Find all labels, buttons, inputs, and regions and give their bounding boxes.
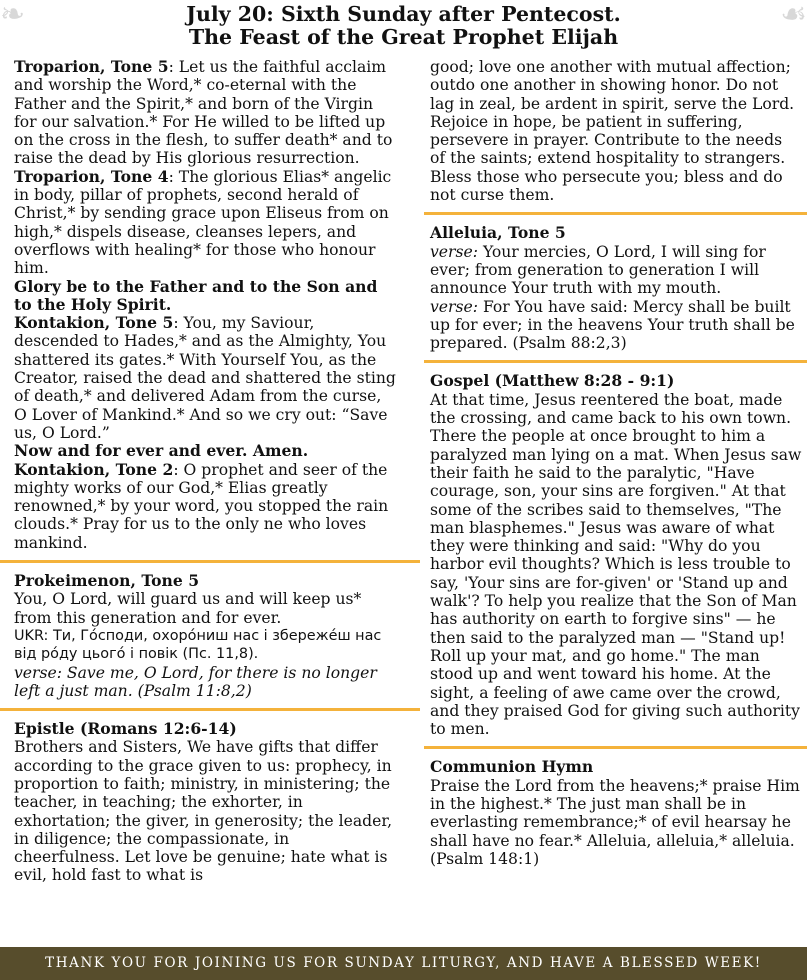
kontakion-2-title: Kontakion, Tone 2 <box>14 459 174 479</box>
corner-ornament-right-icon: ☙ <box>780 0 807 32</box>
section-divider <box>424 360 807 363</box>
title-line-1: July 20: Sixth Sunday after Pentecost. <box>186 2 621 26</box>
epistle-title: Epistle (Romans 12:6-14) <box>14 719 237 739</box>
gospel-title: Gospel (Matthew 8:28 - 9:1) <box>430 371 675 391</box>
section-divider <box>0 708 420 711</box>
glory-doxology: Glory be to the Father and to the Son and to the Holy Spirit. <box>14 276 378 314</box>
prokeimenon-title: Prokeimenon, Tone 5 <box>14 571 200 591</box>
troparion-2-title: Troparion, Tone 4 <box>14 166 169 186</box>
title-line-2: The Feast of the Great Prophet Elijah <box>188 25 619 49</box>
section-divider <box>424 212 807 215</box>
footer-banner: THANK YOU FOR JOINING US FOR SUNDAY LITURGY, AND HAVE A BLESSED WEEK! <box>0 947 807 980</box>
alleluia-verse-1-text: Your mercies, O Lord, I will sing for ever; from generation to generation I will announce Your truth with my mouth. <box>430 242 766 298</box>
troparion-1 <box>14 58 398 168</box>
page-title <box>0 0 807 50</box>
troparion-2-text: : The glorious Elias* angelic in body, pillar of prophets, second herald of Christ,* by sending grace upon Eliseus from on high,* dispels disease, cleanses lepers, and overflows with healing* for those who honour him. <box>14 167 392 278</box>
section-divider <box>0 560 420 563</box>
prokeimenon-verse: verse: Save me, O Lord, for there is no longer left a just man. (Psalm 11:8,2) <box>14 663 377 700</box>
epistle-text: Brothers and Sisters, We have gifts that differ according to the grace given to us: prophecy, in proportion to faith; ministry, in ministering; the teacher, in teaching; the exhorter, in exhortation; the giver, in generosity; the leader, in diligence; the compassionate, in cheerfulness. Let love be genuine; hate what is evil, hold fast to what is <box>14 738 393 885</box>
prokeimenon-ukrainian: UKR: Ти, Го́споди, охоро́ниш нас і збереже́ш нас від ро́ду цього́ і повік (Пс. 11,8). <box>14 627 382 663</box>
communion-text: Praise the Lord from the heavens;* praise Him in the highest.* The just man shall be in everlasting remembrance;* of evil hearsay he shall have no fear.* Alleluia, alleluia,* alleluia. (Psalm 148:1) <box>430 776 800 868</box>
epistle-continued: good; love one another with mutual affection; outdo one another in showing honor. Do not lag in zeal, be ardent in spirit, serve the Lord. Rejoice in hope, be patient in suffering, persevere in prayer. Contribute to the needs of the saints; extend hospitality to strangers. Bless those who persecute you; bless and do not curse them. <box>430 58 795 205</box>
verse-label: verse: <box>430 242 478 261</box>
right-column <box>430 58 802 868</box>
troparion-1-title: Troparion, Tone 5 <box>14 57 169 76</box>
troparion-1-text: : Let us the faithful acclaim and worship the Word,* co-eternal with the Father and the Spirit,* and born of the Virgin for our salvation.* For He willed to be lifted up on the cross in the flesh, to suffer death* and to raise the dead by His glorious resurrection. <box>14 58 393 168</box>
alleluia-verse-1 <box>430 243 802 298</box>
kontakion-1-text: : You, my Saviour, descended to Hades,* and as the Almighty, You shattered its gates.* With Yourself You, as the Creator, raised the dead and shattered the sting of death,* and delivered Adam from the curse, O Lover of Mankind.* And so we cry out: “Save us, O Lord.” <box>14 314 396 442</box>
kontakion-1 <box>14 314 398 442</box>
kontakion-2 <box>14 461 398 552</box>
corner-ornament-left-icon: ❧ <box>0 0 26 32</box>
kontakion-1-title: Kontakion, Tone 5 <box>14 313 174 333</box>
left-column <box>14 58 398 885</box>
alleluia-title: Alleluia, Tone 5 <box>430 223 566 243</box>
communion-title: Communion Hymn <box>430 757 594 777</box>
gospel-text: At that time, Jesus reentered the boat, made the crossing, and came back to his own town. There the people at once brought to him a paralyzed man lying on a mat. When Jesus saw their faith he said to the paralytic, "Have courage, son, your sins are forgiven." At that some of the scribes said to themselves, "The man blasphemes." Jesus was aware of what they were thinking and said: "Why do you harbor evil thoughts? Which is less trouble to say, 'Your sins are for-given' or 'Stand up and walk'? To help you realize that the Son of Man has authority on earth to forgive sins" — he then said to the paralyzed man — "Stand up! Roll up your mat, and go home." The man stood up and went toward his home. At the sight, a feeling of awe came over the crowd, and they praised God for giving such authority to men. <box>430 390 802 739</box>
section-divider <box>424 746 807 749</box>
troparion-2 <box>14 168 398 278</box>
alleluia-verse-2 <box>430 298 802 353</box>
alleluia-verse-2-text: For You have said: Mercy shall be built up for ever; in the heavens Your truth shall be prepared. (Psalm 88:2,3) <box>430 297 795 353</box>
verse-label: verse: <box>430 297 478 316</box>
now-and-ever: Now and for ever and ever. Amen. <box>14 441 309 461</box>
prokeimenon-text: You, O Lord, will guard us and will keep us* from this generation and for ever. <box>14 590 362 627</box>
kontakion-2-text: : O prophet and seer of the mighty works of our God,* Elias greatly renowned,* by your word, you stopped the rain clouds.* Pray for us to the only ne who loves mankind. <box>14 460 389 552</box>
